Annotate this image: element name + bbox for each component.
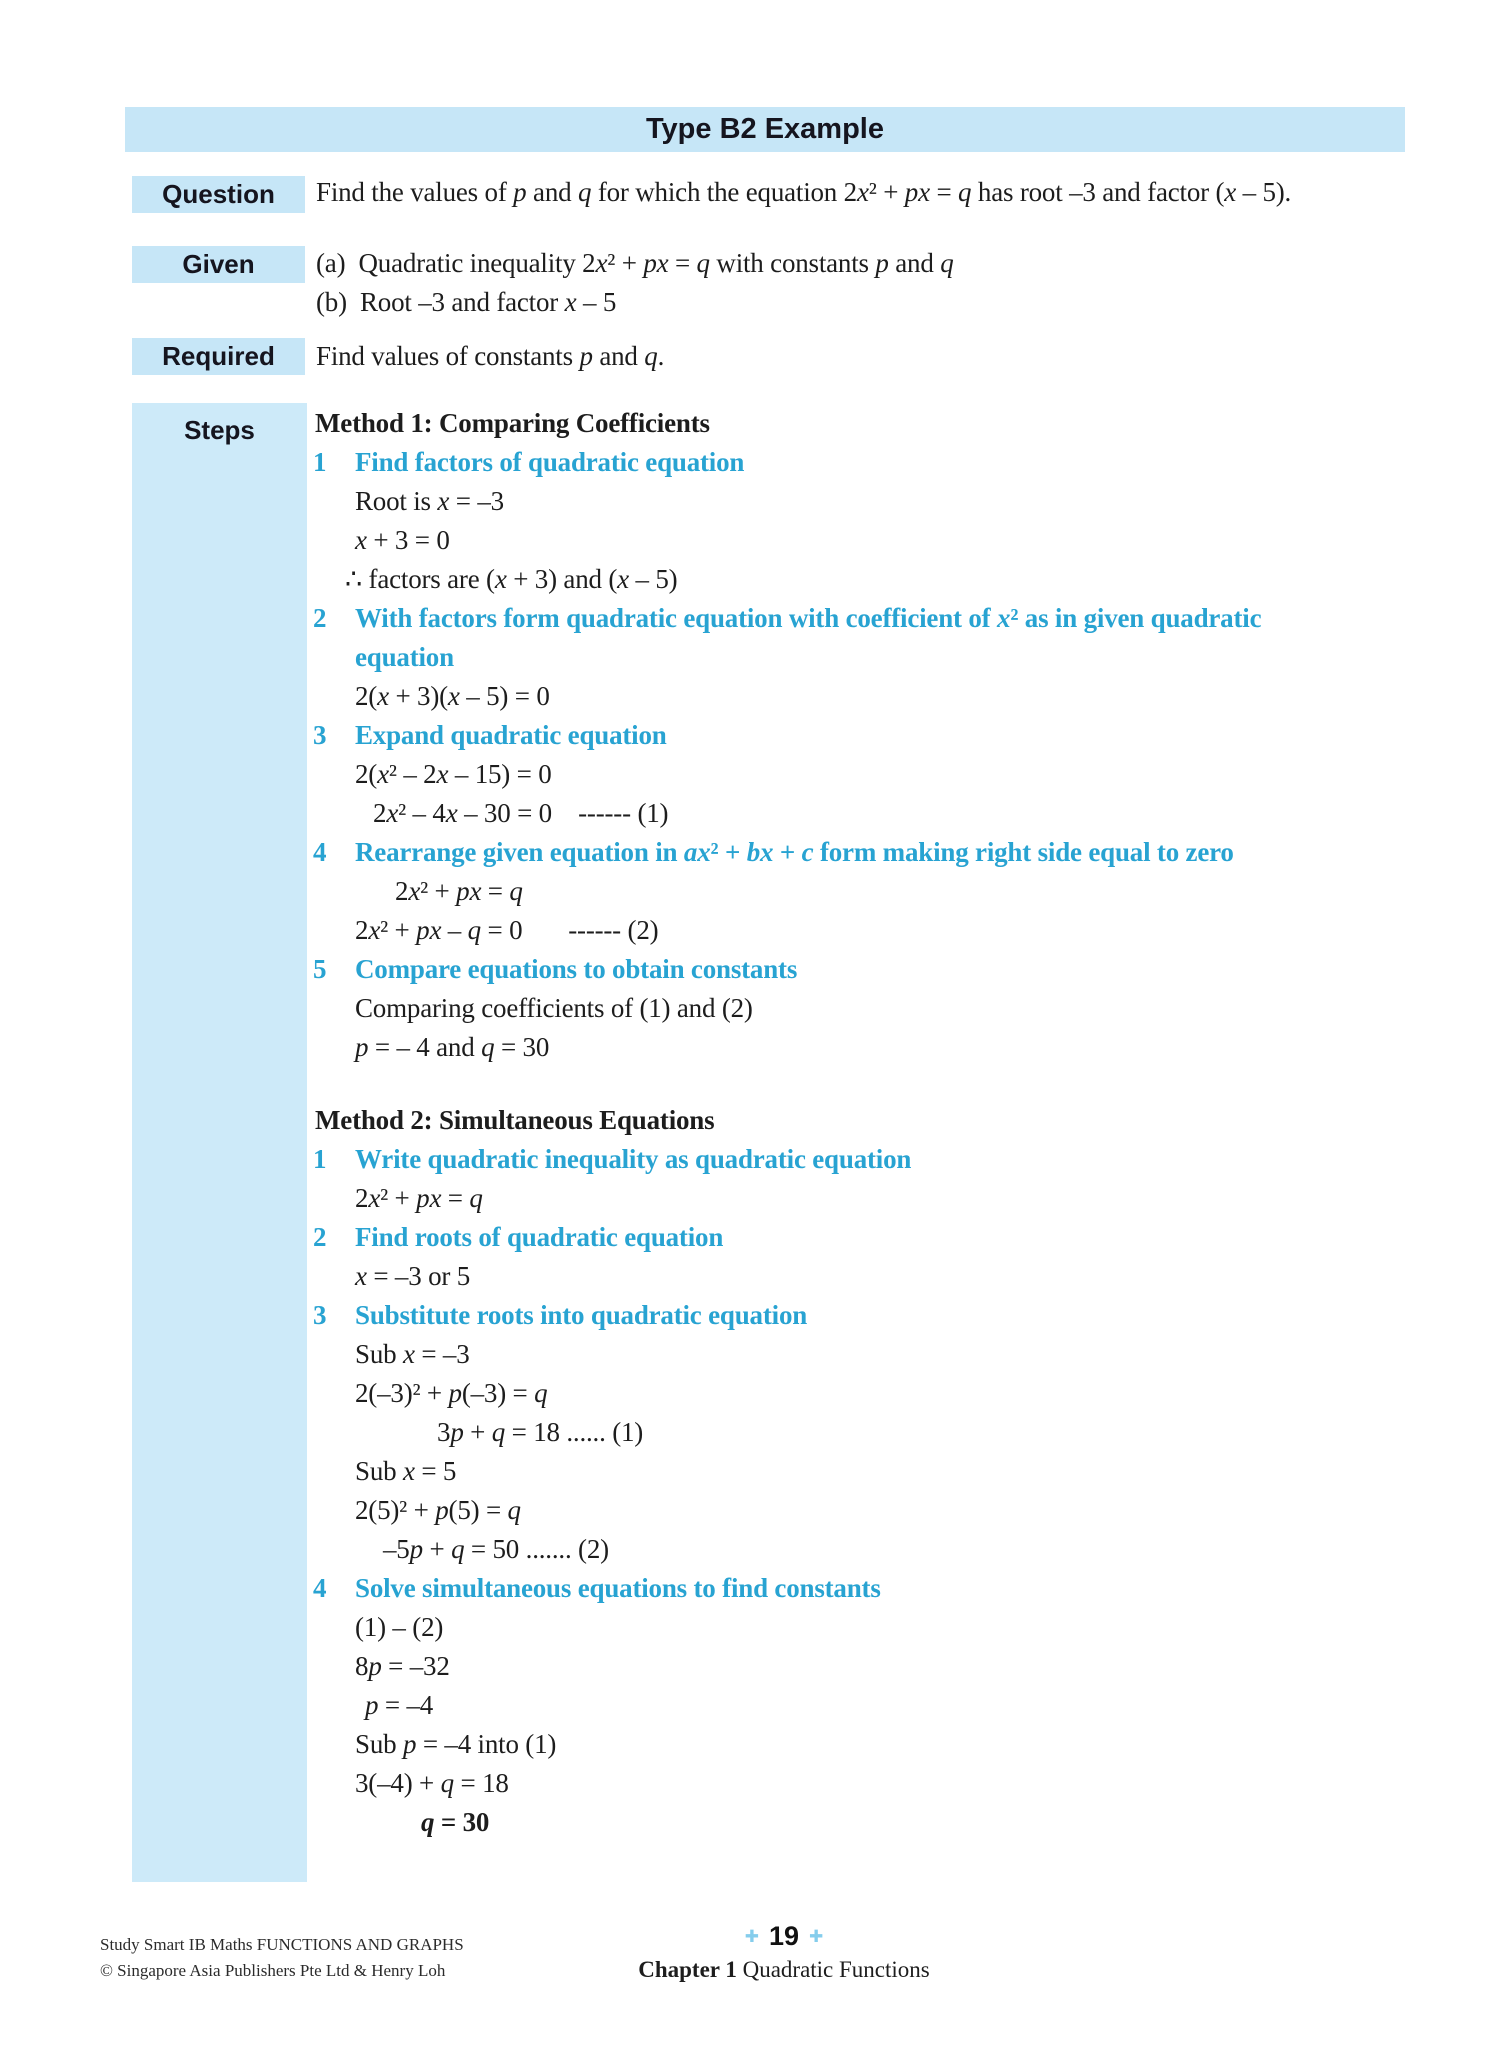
math-line <box>355 1452 1483 1491</box>
text-segment: 2 <box>373 798 387 828</box>
text-segment: p <box>448 1378 462 1408</box>
text-segment: = –3 <box>414 1339 470 1369</box>
ornament-icon: ✚ <box>809 1927 824 1947</box>
footer-center <box>554 1920 1014 1984</box>
text-segment: = –3 <box>449 486 504 516</box>
text-segment: x <box>355 1261 367 1291</box>
chapter-title: Quadratic Functions <box>736 1957 930 1982</box>
text-segment: Write quadratic inequality as quadratic equation <box>355 1144 912 1174</box>
footer-imprint-line1: Study Smart IB Maths FUNCTIONS AND GRAPHS <box>100 1935 464 1954</box>
math-line <box>373 794 1483 833</box>
step-number: 2 <box>313 1222 327 1252</box>
text-segment: x <box>494 564 507 594</box>
footer-imprint <box>100 1932 464 1984</box>
math-line <box>313 716 1483 755</box>
math-line <box>313 599 1483 638</box>
text-segment: + <box>422 1534 452 1564</box>
math-line <box>355 677 1483 716</box>
text-segment: x <box>386 798 399 828</box>
text-segment: . <box>657 341 665 371</box>
math-line <box>365 1686 1483 1725</box>
text-segment: Root is <box>355 486 438 516</box>
given-label-text: Given <box>182 249 255 279</box>
text-segment: bx <box>746 837 774 867</box>
text-segment: ² + <box>607 248 644 278</box>
text-segment: q <box>467 915 481 945</box>
steps-label-text: Steps <box>184 415 255 445</box>
text-segment: q <box>507 1495 521 1525</box>
text-segment: px <box>643 248 669 278</box>
text-segment: 3 <box>437 1417 451 1447</box>
math-line <box>313 1296 1483 1335</box>
text-segment: = 0 ------ (2) <box>480 915 659 945</box>
text-segment: q <box>481 1032 495 1062</box>
text-segment: x <box>595 248 608 278</box>
chapter-row <box>554 1956 1014 1984</box>
text-segment: – 5). <box>1236 177 1292 207</box>
text-segment: ² + <box>420 876 457 906</box>
text-segment: = 18 <box>453 1768 509 1798</box>
section-header-bar <box>125 107 1405 152</box>
math-line <box>315 1101 1483 1140</box>
text-segment: x <box>368 1183 381 1213</box>
text-segment: (5) = <box>448 1495 508 1525</box>
text-segment: for which the equation 2 <box>591 177 857 207</box>
text-segment: ax <box>683 837 711 867</box>
text-segment: p <box>513 177 527 207</box>
text-segment: x <box>1224 177 1237 207</box>
text-segment: x <box>377 759 389 789</box>
steps-label-column <box>132 403 307 1882</box>
text-segment: – <box>441 915 468 945</box>
math-line <box>315 404 1483 443</box>
text-segment: q <box>577 177 592 207</box>
text-segment: Sub <box>355 1729 403 1759</box>
text-segment: – 5 <box>576 287 617 317</box>
text-segment: = 30 <box>494 1032 550 1062</box>
text-segment: px <box>416 1183 442 1213</box>
text-segment: p <box>368 1651 382 1681</box>
text-segment: + 3 = 0 <box>366 525 450 555</box>
math-line <box>313 1140 1483 1179</box>
text-segment: px <box>904 177 930 207</box>
text-segment: x <box>402 1339 415 1369</box>
text-segment: form making right side equal to zero <box>813 837 1234 867</box>
math-line <box>355 911 1483 950</box>
text-segment: x <box>856 177 869 207</box>
text-segment: x <box>408 876 421 906</box>
text-segment: (1) – (2) <box>355 1612 444 1642</box>
text-segment: x <box>355 525 367 555</box>
text-segment: and <box>888 248 941 278</box>
math-line <box>355 482 1483 521</box>
step-number: 1 <box>313 447 327 477</box>
text-segment: 2 <box>395 876 409 906</box>
math-line <box>355 638 1483 677</box>
text-segment: p <box>435 1495 449 1525</box>
math-line <box>313 1569 1483 1608</box>
text-segment: = <box>668 248 697 278</box>
text-segment: and <box>592 341 645 371</box>
step-number: 2 <box>313 603 327 633</box>
text-segment: p <box>402 1729 417 1759</box>
text-segment: Solve simultaneous equations to find constants <box>355 1573 881 1603</box>
text-segment: – 30 = 0 ------ (1) <box>457 798 669 828</box>
text-segment: q <box>440 1768 454 1798</box>
text-segment: q <box>958 177 972 207</box>
math-line <box>355 755 1483 794</box>
text-segment: – 15) = 0 <box>448 759 552 789</box>
steps-content <box>313 404 1483 1842</box>
math-line <box>345 560 1483 599</box>
text-segment: q <box>469 1183 483 1213</box>
text-segment: ² – 2 <box>388 759 437 789</box>
math-line <box>395 872 1483 911</box>
section-header-title: Type B2 Example <box>645 113 884 145</box>
spacer <box>313 1067 1483 1101</box>
required-text <box>316 336 1481 376</box>
text-segment: Find the values of <box>316 177 514 207</box>
text-segment: and <box>526 177 578 207</box>
math-line <box>355 1179 1483 1218</box>
math-line <box>313 443 1483 482</box>
question-label-text: Question <box>162 179 275 209</box>
text-segment: q <box>509 876 523 906</box>
text-segment: + <box>773 837 802 867</box>
chapter-label: Chapter 1 <box>638 1957 737 1982</box>
text-segment: = –4 into (1) <box>416 1729 557 1759</box>
step-number: 3 <box>313 720 327 750</box>
text-segment: p <box>875 248 889 278</box>
text-segment: with constants <box>709 248 876 278</box>
text-segment: x <box>445 798 458 828</box>
text-segment: x <box>377 681 389 711</box>
text-segment: 2( <box>355 759 378 789</box>
text-segment: Find factors of quadratic equation <box>355 447 745 477</box>
step-number: 1 <box>313 1144 327 1174</box>
text-segment: q <box>940 248 954 278</box>
text-segment: px <box>416 915 442 945</box>
math-line <box>355 521 1483 560</box>
ornament-icon: ✚ <box>744 1927 759 1947</box>
math-line <box>316 244 1481 283</box>
text-segment: x <box>436 759 449 789</box>
text-segment: – 5) <box>628 564 678 594</box>
text-segment: With factors form quadratic equation with coefficient of <box>355 603 998 633</box>
text-segment: 3(–4) + <box>355 1768 441 1798</box>
text-segment: = –4 <box>378 1690 434 1720</box>
math-line <box>313 1218 1483 1257</box>
step-number: 4 <box>313 837 327 867</box>
text-segment: = <box>481 876 510 906</box>
math-line <box>316 283 1481 322</box>
text-segment: Compare equations to obtain constants <box>355 954 798 984</box>
math-line <box>355 1374 1483 1413</box>
text-segment: + <box>463 1417 492 1447</box>
required-label <box>132 338 305 375</box>
text-segment: = 18 ...... (1) <box>505 1417 644 1447</box>
math-line <box>355 989 1483 1028</box>
text-segment: x <box>447 681 460 711</box>
text-segment: p <box>355 1032 369 1062</box>
text-segment: –5 <box>383 1534 410 1564</box>
text-segment: + 3)( <box>388 681 448 711</box>
text-segment: q <box>534 1378 548 1408</box>
text-segment: = – 4 and <box>368 1032 482 1062</box>
math-line <box>355 1608 1483 1647</box>
text-segment: 2 <box>355 915 369 945</box>
text-segment: = 5 <box>414 1456 457 1486</box>
text-segment: q <box>451 1534 465 1564</box>
text-segment: q <box>421 1807 435 1837</box>
text-segment: q <box>696 248 710 278</box>
text-segment: p <box>409 1534 423 1564</box>
text-segment: x <box>617 564 629 594</box>
text-segment: x <box>997 603 1011 633</box>
text-segment: has root –3 and factor ( <box>971 177 1225 207</box>
text-segment: (–3) = <box>461 1378 535 1408</box>
text-segment: q <box>491 1417 506 1447</box>
text-segment: p <box>450 1417 464 1447</box>
text-segment: Method 2: Simultaneous Equations <box>315 1105 715 1135</box>
text-segment: 2(–3)² + <box>355 1378 449 1408</box>
step-number: 3 <box>313 1300 327 1330</box>
text-segment: x <box>402 1456 415 1486</box>
math-line <box>355 1764 1483 1803</box>
text-segment: ² as in given quadratic <box>1010 603 1262 633</box>
math-line <box>355 1335 1483 1374</box>
text-segment: = 30 <box>434 1807 490 1837</box>
text-segment: (a) Quadratic inequality 2 <box>316 248 596 278</box>
text-segment: – 5) = 0 <box>459 681 550 711</box>
text-segment: = –3 or 5 <box>366 1261 471 1291</box>
text-segment: Find values of constants <box>316 341 580 371</box>
text-segment: Expand quadratic equation <box>355 720 667 750</box>
text-segment: 8 <box>355 1651 369 1681</box>
text-segment: + 3) and ( <box>506 564 618 594</box>
text-segment: 2 <box>355 1183 369 1213</box>
text-segment: ∴ factors are ( <box>345 564 495 594</box>
text-segment: x <box>368 915 381 945</box>
text-segment: Rearrange given equation in <box>355 837 684 867</box>
math-line <box>421 1803 1483 1842</box>
math-line <box>355 1028 1483 1067</box>
page-number: 19 <box>768 1921 800 1951</box>
text-segment: = <box>929 177 959 207</box>
text-segment: Method 1: Comparing Coefficients <box>315 408 710 438</box>
text-segment: 2(5)² + <box>355 1495 436 1525</box>
text-segment: c <box>801 837 814 867</box>
text-segment: equation <box>355 642 454 672</box>
text-segment: Substitute roots into quadratic equation <box>355 1300 808 1330</box>
math-line <box>355 1257 1483 1296</box>
text-segment: ² + <box>380 915 417 945</box>
math-line <box>437 1413 1483 1452</box>
math-line <box>355 1491 1483 1530</box>
text-segment: ² + <box>380 1183 417 1213</box>
text-segment: ² – 4 <box>398 798 446 828</box>
text-segment: 2( <box>355 681 378 711</box>
step-number: 5 <box>313 954 327 984</box>
text-segment: (b) Root –3 and factor <box>316 287 565 317</box>
given-label <box>132 246 305 283</box>
text-segment: = <box>441 1183 470 1213</box>
text-segment: px <box>456 876 482 906</box>
text-segment: Sub <box>355 1339 403 1369</box>
text-segment: p <box>579 341 593 371</box>
math-line <box>355 1647 1483 1686</box>
text-segment: x <box>564 287 577 317</box>
text-segment: Comparing coefficients of (1) and (2) <box>355 993 753 1023</box>
math-line <box>383 1530 1483 1569</box>
question-label <box>132 176 305 213</box>
text-segment: Find roots of quadratic equation <box>355 1222 724 1252</box>
math-line <box>313 950 1483 989</box>
text-segment: = 50 ....... (2) <box>464 1534 609 1564</box>
text-segment: Sub <box>355 1456 403 1486</box>
given-text <box>316 244 1481 322</box>
text-segment: x <box>437 486 450 516</box>
required-label-text: Required <box>162 341 275 371</box>
text-segment: ² + <box>868 177 905 207</box>
text-segment: q <box>644 341 658 371</box>
text-segment: ² + <box>710 837 747 867</box>
text-segment: p <box>365 1690 379 1720</box>
question-text <box>316 172 1481 212</box>
step-number: 4 <box>313 1573 327 1603</box>
math-line <box>313 833 1483 872</box>
footer-imprint-line2: © Singapore Asia Publishers Pte Ltd & Henry Loh <box>100 1961 446 1980</box>
math-line <box>355 1725 1483 1764</box>
page-number-row <box>554 1920 1014 1956</box>
text-segment: = –32 <box>381 1651 450 1681</box>
